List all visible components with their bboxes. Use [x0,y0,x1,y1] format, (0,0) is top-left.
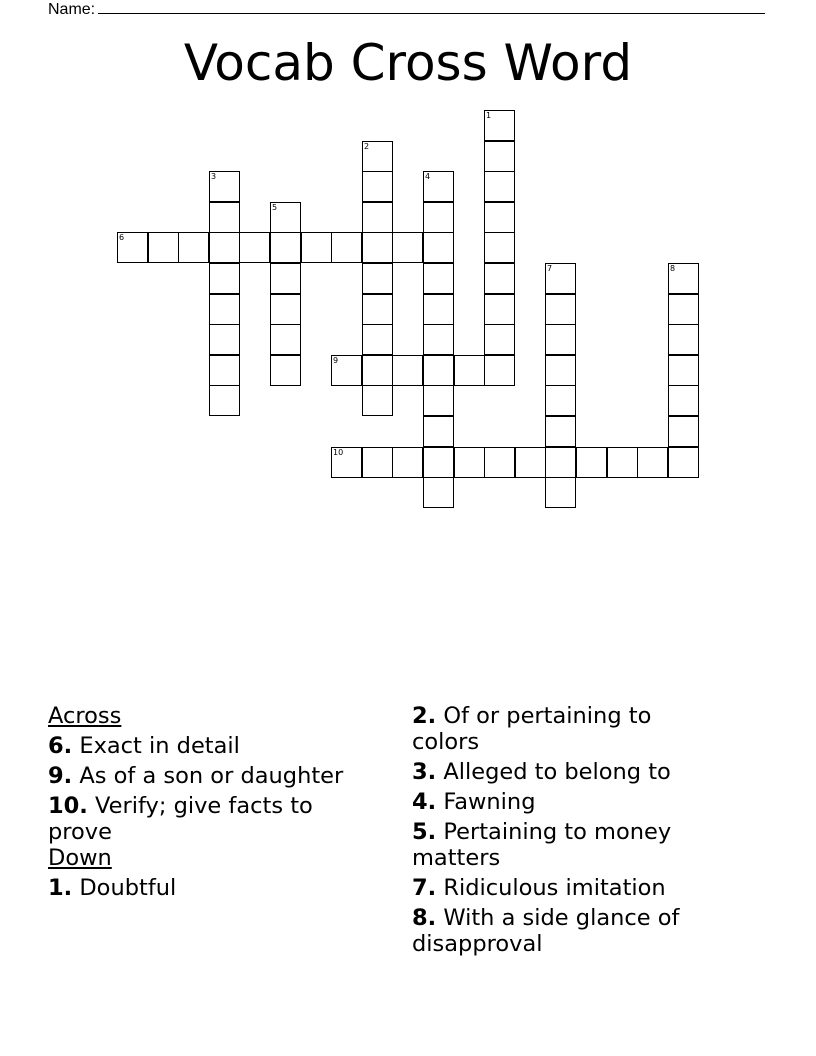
grid-cell[interactable] [484,202,515,233]
grid-cell[interactable] [362,141,393,172]
clue-number: 5. [412,819,437,845]
clue-text: Exact in detail [79,733,240,759]
grid-cell[interactable] [362,294,393,325]
clue-number: 3. [412,759,437,785]
grid-cell[interactable] [270,232,301,263]
clues-left-column [48,703,368,905]
grid-cell[interactable] [545,447,576,478]
grid-cell[interactable] [392,447,423,478]
across-clue [48,733,368,759]
grid-cell[interactable] [209,324,240,355]
clue-number-label: 3 [211,172,217,181]
grid-cell[interactable] [668,416,699,447]
grid-cell[interactable] [362,232,393,263]
grid-cell[interactable] [484,447,515,478]
across-clue-list [48,733,368,845]
across-heading: Across [48,703,122,729]
grid-cell[interactable] [545,355,576,386]
grid-cell[interactable] [331,355,362,386]
grid-cell[interactable] [239,232,270,263]
clue-number-label: 7 [547,264,553,273]
grid-cell[interactable] [668,263,699,294]
grid-cell[interactable] [484,263,515,294]
grid-cell[interactable] [484,141,515,172]
clue-number: 8. [412,905,437,931]
grid-cell[interactable] [362,324,393,355]
clues-right-column [412,703,712,961]
grid-cell[interactable] [178,232,209,263]
grid-cell[interactable] [423,385,454,416]
grid-cell[interactable] [607,447,638,478]
clue-number: 2. [412,703,437,729]
down-clue [412,875,712,901]
grid-cell[interactable] [270,202,301,233]
down-clue [412,789,712,815]
grid-cell[interactable] [392,355,423,386]
grid-cell[interactable] [668,355,699,386]
grid-cell[interactable] [484,110,515,141]
grid-cell[interactable] [545,416,576,447]
grid-cell[interactable] [362,355,393,386]
name-label: Name: [48,1,96,18]
grid-cell[interactable] [270,355,301,386]
grid-cell[interactable] [454,355,485,386]
clue-number: 1. [48,875,73,901]
grid-cell[interactable] [484,232,515,263]
grid-cell[interactable] [545,324,576,355]
grid-cell[interactable] [545,385,576,416]
grid-cell[interactable] [423,232,454,263]
grid-cell[interactable] [392,232,423,263]
clue-text: With a side glance of disapproval [412,905,680,957]
grid-cell[interactable] [270,263,301,294]
grid-cell[interactable] [423,416,454,447]
clue-text: Of or pertaining to colors [412,703,652,755]
clue-number-label: 9 [333,356,339,365]
page-title: Vocab Cross Word [183,34,633,92]
clue-number: 10. [48,793,88,819]
clue-number: 7. [412,875,437,901]
grid-cell[interactable] [668,447,699,478]
across-clue [48,793,368,845]
grid-cell[interactable] [209,171,240,202]
down-clue [48,875,368,901]
clue-number: 6. [48,733,73,759]
grid-cell[interactable] [331,447,362,478]
grid-cell[interactable] [515,447,546,478]
grid-cell[interactable] [423,477,454,508]
grid-cell[interactable] [301,232,332,263]
grid-cell[interactable] [117,232,148,263]
grid-cell[interactable] [423,202,454,233]
grid-cell[interactable] [545,294,576,325]
clue-text: Doubtful [79,875,177,901]
grid-cell[interactable] [454,447,485,478]
down-clue [412,905,712,957]
grid-cell[interactable] [362,385,393,416]
clue-number-label: 5 [272,203,278,212]
grid-cell[interactable] [545,477,576,508]
grid-cell[interactable] [270,294,301,325]
grid-cell[interactable] [484,294,515,325]
grid-cell[interactable] [209,232,240,263]
clue-text: Ridiculous imitation [443,875,666,901]
down-clue [412,703,712,755]
clue-number: 9. [48,763,73,789]
clue-number-label: 10 [333,448,344,457]
across-clue [48,763,368,789]
grid-cell[interactable] [423,355,454,386]
clue-number-label: 1 [486,111,492,120]
clue-text: Alleged to belong to [443,759,671,785]
clue-text: Fawning [443,789,536,815]
grid-cell[interactable] [545,263,576,294]
grid-cell[interactable] [668,385,699,416]
clue-text: Verify; give facts to prove [48,793,313,845]
grid-cell[interactable] [209,355,240,386]
grid-cell[interactable] [362,447,393,478]
grid-cell[interactable] [423,294,454,325]
grid-cell[interactable] [362,263,393,294]
grid-cell[interactable] [423,171,454,202]
grid-cell[interactable] [362,171,393,202]
grid-cell[interactable] [148,232,179,263]
grid-cell[interactable] [209,385,240,416]
grid-cell[interactable] [331,232,362,263]
clue-number: 4. [412,789,437,815]
grid-cell[interactable] [668,294,699,325]
down-clue [412,819,712,871]
grid-cell[interactable] [209,263,240,294]
clue-number-label: 8 [670,264,676,273]
grid-cell[interactable] [484,355,515,386]
clue-number-label: 6 [119,233,125,242]
grid-cell[interactable] [423,263,454,294]
clue-text: Pertaining to money matters [412,819,672,871]
grid-cell[interactable] [637,447,668,478]
grid-cell[interactable] [270,324,301,355]
grid-cell[interactable] [423,447,454,478]
grid-cell[interactable] [362,202,393,233]
clue-text: As of a son or daughter [79,763,344,789]
grid-cell[interactable] [484,324,515,355]
grid-cell[interactable] [209,202,240,233]
grid-cell[interactable] [484,171,515,202]
grid-cell[interactable] [576,447,607,478]
clue-number-label: 2 [364,142,370,151]
down-heading: Down [48,845,112,871]
grid-cell[interactable] [668,324,699,355]
clue-number-label: 4 [425,172,431,181]
grid-cell[interactable] [209,294,240,325]
down-clue [412,759,712,785]
grid-cell[interactable] [423,324,454,355]
